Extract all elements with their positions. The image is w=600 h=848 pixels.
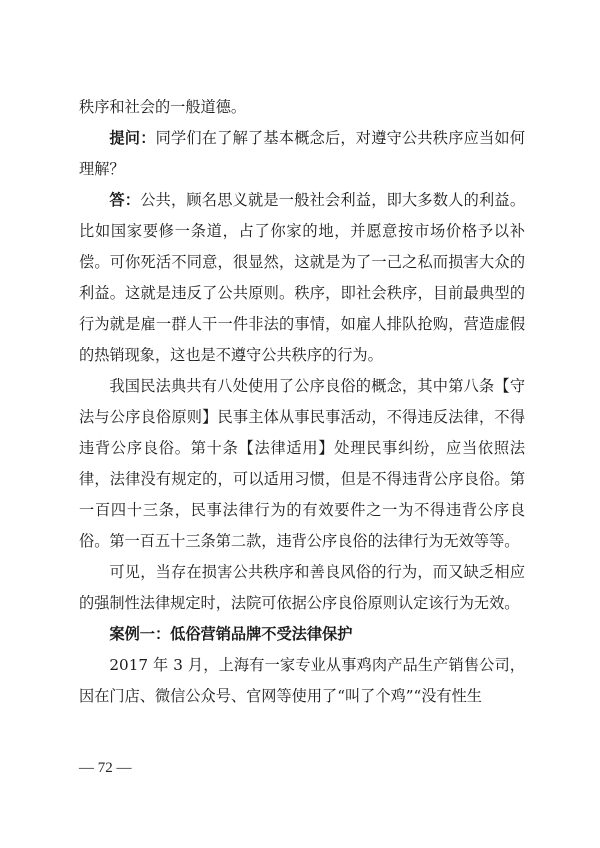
- paragraph-answer: [79, 185, 525, 371]
- question-label: 提问：: [109, 129, 156, 147]
- paragraph-civil-code: 我国民法典共有八处使用了公序良俗的概念，其中第八条【守法与公序良俗原则】民事主体从事民事活动，不得违反法律，不得违背公序良俗。第十条【法律适用】处理民事纠纷，应当依照法律，法律没有规定的，可以适用习惯，但是不得违背公序良俗。第一百四十三条，民事法律行为的有效要件之一为不得违背公序良俗。第一百五十三条第二款，违背公序良俗的法律行为无效等等。: [79, 377, 525, 550]
- paragraph-case: 2017 年 3 月，上海有一家专业从事鸡肉产品生产销售公司，因在门店、微信公众号、官网等使用了“叫了个鸡”“没有性生: [79, 656, 525, 705]
- paragraph-question: [79, 123, 525, 185]
- paragraph-continuation: 秩序和社会的一般道德。: [79, 98, 247, 116]
- page-number: — 72 —: [79, 760, 132, 776]
- paragraph-conclusion: 可见，当存在损害公共秩序和善良风俗的行为，而又缺乏相应的强制性法律规定时，法院可依据公序良俗原则认定该行为无效。: [79, 563, 525, 612]
- answer-text: 公共，顾名思义就是一般社会利益，即大多数人的利益。比如国家要修一条道，占了你家的地，并愿意按市场价格予以补偿。可你死活不同意，很显然，这就是为了一己之私而损害大众的利益。这就是违反了公共原则。秩序，即社会秩序，目前最典型的行为就是雇一群人干一件非法的事情，如雇人排队抢购，营造虚假的热销现象，这也是不遵守公共秩序的行为。: [79, 191, 526, 364]
- document-body: [79, 92, 525, 712]
- answer-label: 答：: [109, 191, 141, 209]
- case-heading: 案例一：低俗营销品牌不受法律保护: [109, 625, 353, 643]
- question-text: 同学们在了解了基本概念后，对遵守公共秩序应当如何理解？: [79, 129, 526, 178]
